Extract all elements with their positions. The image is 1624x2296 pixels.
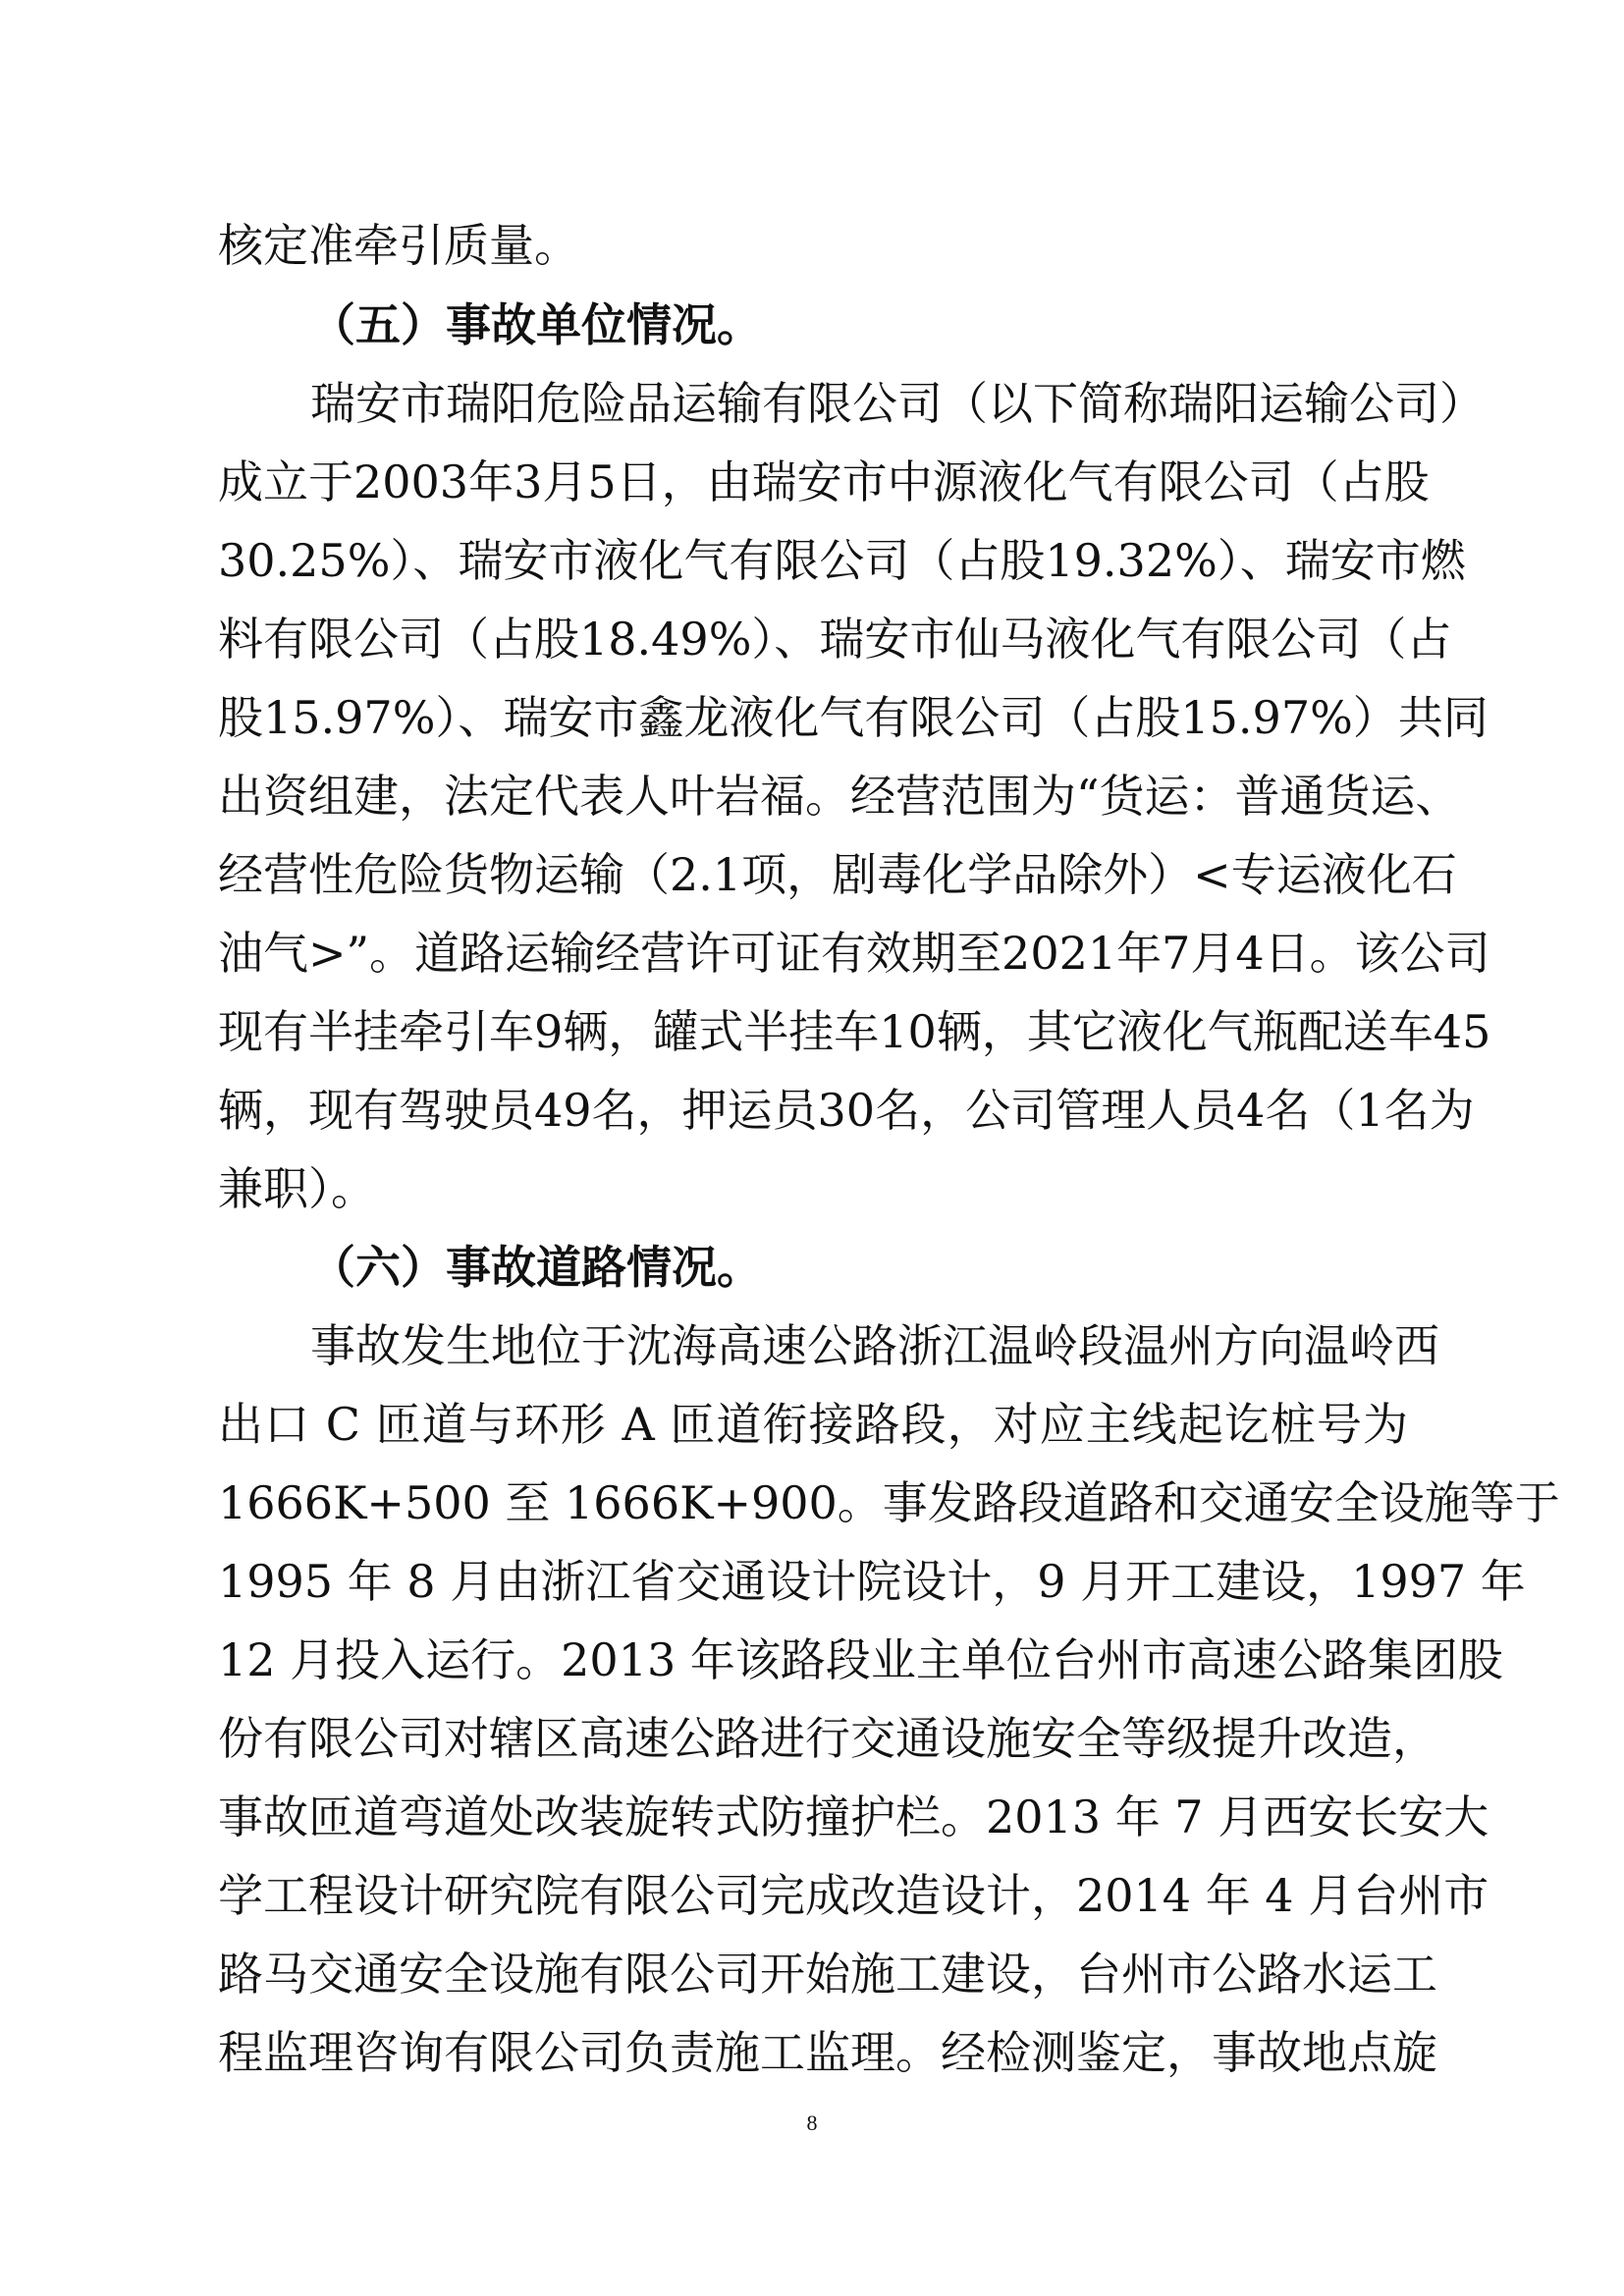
text-line-12: 辆，现有驾驶员49名，押运员30名，公司管理人员4名（1名为 bbox=[218, 1084, 1475, 1137]
text-line-15: 事故发生地位于沈海高速公路浙江温岭段温州方向温岭西 bbox=[310, 1319, 1439, 1372]
text-line-24: 程监理咨询有限公司负责施工监理。经检测鉴定，事故地点旋 bbox=[218, 2026, 1437, 2079]
text-line-9: 经营性危险货物运输（2.1项，剧毒化学品除外）<专运液化石 bbox=[218, 848, 1457, 901]
text-line-21: 事故匝道弯道处改装旋转式防撞护栏。2013 年 7 月西安长安大 bbox=[218, 1790, 1489, 1843]
page-number: 8 bbox=[806, 2110, 818, 2135]
text-line-20: 份有限公司对辖区高速公路进行交通设施安全等级提升改造， bbox=[218, 1712, 1437, 1765]
section-heading-6: （六）事故道路情况。 bbox=[310, 1241, 762, 1294]
text-line-7: 股15.97%）、瑞安市鑫龙液化气有限公司（占股15.97%）共同 bbox=[218, 691, 1489, 744]
text-line-5: 30.25%）、瑞安市液化气有限公司（占股19.32%）、瑞安市燃 bbox=[218, 534, 1466, 587]
text-line-10: 油气>”。道路运输经营许可证有效期至2021年7月4日。该公司 bbox=[218, 927, 1490, 980]
text-line-19: 12 月投入运行。2013 年该路段业主单位台州市高速公路集团股 bbox=[218, 1633, 1503, 1686]
text-line-18: 1995 年 8 月由浙江省交通设计院设计，9 月开工建设，1997 年 bbox=[218, 1555, 1526, 1608]
text-line-4: 成立于2003年3月5日，由瑞安市中源液化气有限公司（占股 bbox=[218, 455, 1430, 508]
text-line-13: 兼职）。 bbox=[218, 1162, 376, 1215]
text-line-17: 1666K+500 至 1666K+900。事发路段道路和交通安全设施等于 bbox=[218, 1476, 1560, 1529]
section-heading-5: （五）事故单位情况。 bbox=[310, 298, 762, 351]
text-line-16: 出口 C 匝道与环形 A 匝道衔接路段，对应主线起讫桩号为 bbox=[218, 1398, 1408, 1451]
text-line-6: 料有限公司（占股18.49%）、瑞安市仙马液化气有限公司（占 bbox=[218, 613, 1452, 666]
text-line-11: 现有半挂牵引车9辆，罐式半挂车10辆，其它液化气瓶配送车45 bbox=[218, 1005, 1491, 1058]
text-line-23: 路马交通安全设施有限公司开始施工建设，台州市公路水运工 bbox=[218, 1948, 1437, 2001]
text-line-8: 出资组建，法定代表人叶岩福。经营范围为“货运：普通货运、 bbox=[218, 770, 1461, 823]
text-line-3: 瑞安市瑞阳危险品运输有限公司（以下简称瑞阳运输公司） bbox=[310, 377, 1485, 430]
text-line-22: 学工程设计研究院有限公司完成改造设计，2014 年 4 月台州市 bbox=[218, 1869, 1489, 1922]
text-line-1: 核定准牵引质量。 bbox=[218, 219, 579, 272]
